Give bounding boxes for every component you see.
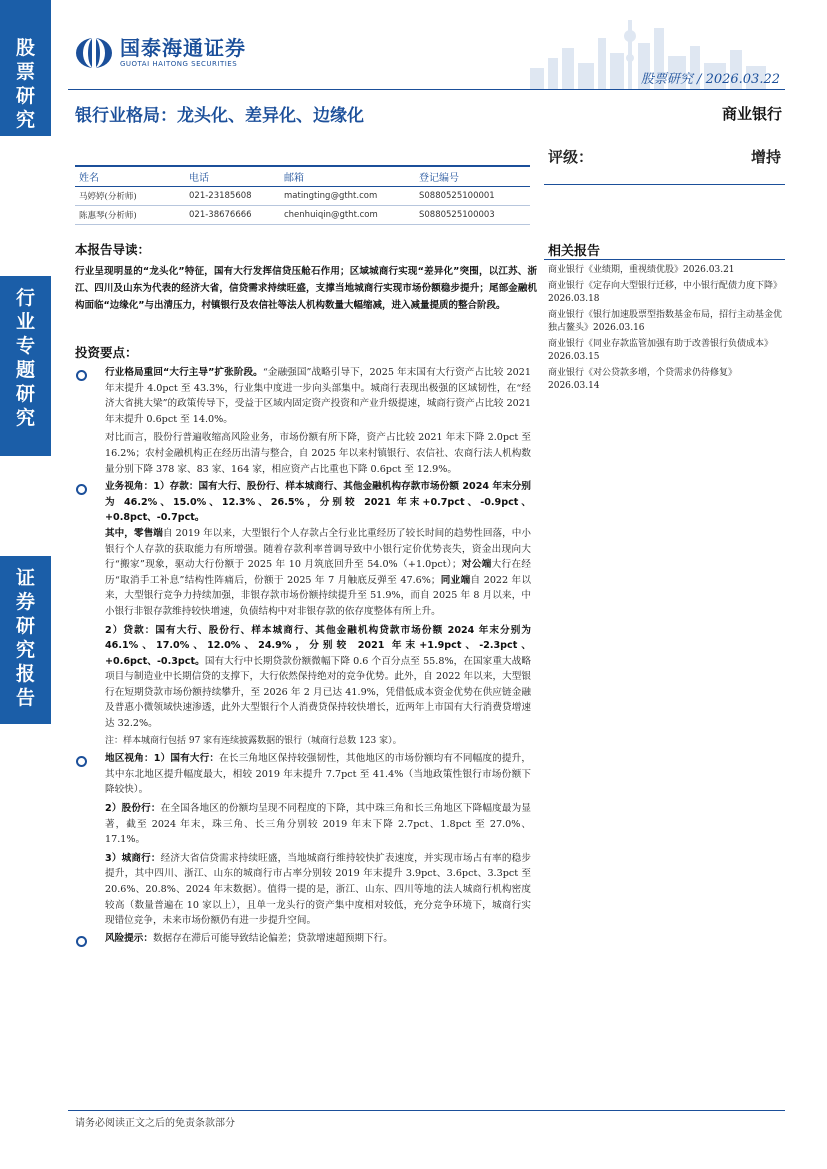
report-date: 2026.03.22 (705, 72, 780, 87)
analyst-name: 马婷婷(分析师) (75, 187, 185, 206)
rating-label: 评级： (548, 148, 594, 166)
company-logo (75, 37, 246, 69)
analyst-name: 陈惠琴(分析师) (75, 206, 185, 225)
col-phone: 电话 (185, 166, 280, 187)
point-note: 注：样本城商行包括 97 家有连续披露数据的银行（城商行总数 123 家）。 (105, 735, 402, 746)
col-email: 邮箱 (280, 166, 415, 187)
related-report-link[interactable]: 商业银行《定存向大型银行迁移，中小银行配债力度下降》2026.03.18 (548, 280, 783, 304)
point-risk: 风险提示：数据存在滞后可能导致结论偏差；贷款增速超预期下行。 (75, 931, 531, 947)
point-regional-big-banks: 地区视角：1）国有大行：在长三角地区保持较强韧性，其他地区的市场份额均有不同幅度的提升，其中东北地区提升幅度最大，相较 2019 年末提升 7.7pct 至 41.4%（当地政策性银行市场份额下降较快）。 (75, 751, 531, 798)
point-regional-city-banks: 3）城商行：经济大省信贷需求持续旺盛，当地城商行维持较快扩表速度，并实现市场占有率的稳步提升，其中四川、浙江、山东的城商行市占率分别较 2019 年末提升 3.9pct、3.6pct、3.3pct 至 20.6%、20.8%、2024 年末数据）。值得一提的是，浙江、山东、四川等地的法人城商行机构密度较高（数量普遍在 10 家以上），且单一龙头行的资产集中度相对较低，充分竞争环境下，城商行实现错位竞争，未来市场份额仍有进一步提升空间。 (105, 852, 531, 927)
report-type-date: 股票研究 / 2026.03.22 (640, 72, 780, 87)
table-row (75, 187, 530, 206)
point-industry-contrast: 对比而言，股份行普遍收缩高风险业务，市场份额有所下降，资产占比较 2021 年末下降 2.0pct 至 16.2%；农村金融机构正在经历出清与整合，自 2025 年以来村镇银行、农信社、农商行法人机构数量分别下降 378 家、83 家、164 家，相应资产占比重也下降 0.6pct 至 12.9%。 (105, 432, 531, 475)
rating-value: 增持 (750, 148, 781, 166)
analyst-phone: 021-23185608 (185, 187, 280, 206)
point-business-deposits: 业务视角：1）存款：国有大行、股份行、样本城商行、其他金融机构存款市场份额 2024 年末分别为 46.2%、15.0%、12.3%、26.5%，分别较 2021 年末+0.7pct、-0.9pct、+0.8pct、-0.7pct。 (75, 479, 531, 526)
related-report-link[interactable]: 商业银行《业绩期，重视绩优股》2026.03.21 (548, 265, 735, 275)
sidebar-text: 股票研究 (15, 37, 35, 131)
sidebar-text: 证券研究报告 (15, 567, 35, 709)
analyst-table-header (75, 166, 530, 187)
company-name-en: GUOTAI HAITONG SECURITIES (120, 60, 238, 68)
related-divider (544, 259, 785, 260)
point-loans: 2）贷款：国有大行、股份行、样本城商行、其他金融机构贷款市场份额 2024 年末分别为 46.1%、17.0%、12.0%、24.9%，分别较 2021 年末+1.9pct、-2.3pct、+0.6pct、-0.3pct。国有大行中长期贷款份额微幅下降 0.6 个百分点至 55.8%，在国家重大战略项目与制造业中长期信贷的支撑下，大行依然保持绝对的竞争优势。此外，自 2022 年以来，大型银行在短期贷款市场份额持续攀升，至 2026 年 2 月已达 41.9%，凭借低成本资金优势在供应链金融及普惠小微领域快速渗透，此外大型银行个人消费贷保持较快增长，近两年上市国有大行消费贷增速达 32.2%。 (105, 624, 531, 730)
footer-divider (68, 1110, 785, 1111)
company-name-cn: 国泰海通证券 (120, 36, 246, 60)
points-title: 投资要点： (75, 345, 138, 360)
logo-mark-icon (75, 37, 113, 69)
guide-body: 行业呈现明显的“龙头化”特征，国有大行发挥信贷压舱石作用；区域城商行实现“差异化”突围，以江苏、浙江、四川及山东为代表的经济大省，信贷需求持续旺盛，支撑当地城商行实现市场份额稳步提升；尾部金融机构面临“边缘化”与出清压力，村镇银行及农信社等法人机构数量大幅缩减，进入减量提质的整合阶段。 (75, 266, 537, 311)
related-report-link[interactable]: 商业银行《银行加速股票型指数基金布局，招行主动基金优独占鳌头》2026.03.16 (548, 309, 783, 333)
header-divider (68, 89, 785, 90)
report-title: 银行业格局：龙头化、差异化、边缘化 (75, 106, 364, 126)
analyst-phone: 021-38676666 (185, 206, 280, 225)
investment-points (75, 363, 531, 946)
sector-label: 商业银行 (721, 105, 782, 123)
analyst-email[interactable]: matingting@gtht.com (280, 187, 415, 206)
sidebar-block-industry-research (0, 276, 51, 456)
analyst-table (75, 165, 530, 225)
col-name: 姓名 (75, 166, 185, 187)
point-regional-joint-stock: 2）股份行：在全国各地区的份额均呈现不同程度的下降，其中珠三角和长三角地区下降幅度最为显著，截至 2024 年末，珠三角、长三角分别较 2019 年末下降 2.7pct、1.8pct 至 27.0%、17.1%。 (105, 803, 531, 846)
guide-title: 本报告导读： (75, 242, 151, 257)
sidebar-text: 行业专题研究 (15, 287, 35, 429)
related-reports-list (548, 264, 788, 396)
col-reg: 登记编号 (415, 166, 530, 187)
analyst-reg: S0880525100001 (415, 187, 530, 206)
report-type: 股票研究 (640, 72, 693, 87)
sidebar-block-securities-report (0, 556, 51, 724)
related-report-link[interactable]: 商业银行《对公贷款多增，个贷需求仍待修复》2026.03.14 (548, 367, 738, 391)
point-industry-structure: 行业格局重回“大行主导”扩张阶段。“金融强国”战略引导下，2025 年末国有大行资产占比较 2021 年末提升 4.0pct 至 43.3%，行业集中度进一步向头部集中。城商行表现出极强的区域韧性，在“经济大省挑大梁”的政策传导下，受益于区域内固定资产投资和产业升级提速，城商行资产占比较 2021 年末提升 0.6pct 至 14.0%。 (75, 365, 531, 427)
analyst-email[interactable]: chenhuiqin@gtht.com (280, 206, 415, 225)
related-report-link[interactable]: 商业银行《同业存款监管加强有助于改善银行负债成本》2026.03.15 (548, 338, 774, 362)
rating-divider (544, 184, 785, 185)
analyst-reg: S0880525100003 (415, 206, 530, 225)
disclaimer-footer[interactable]: 请务必阅读正文之后的免责条款部分 (75, 1118, 235, 1129)
table-row (75, 206, 530, 225)
sidebar-block-stock-research (0, 0, 51, 136)
related-reports-title: 相关报告 (548, 244, 601, 259)
point-deposit-detail: 其中，零售端自 2019 年以来，大型银行个人存款占全行业比重经历了较长时间的趋势性回落，中小银行个人存款的获取能力有所增强。随着存款利率普调导致中小银行定价优势丧失，资金出现向大行“搬家”现象，驱动大行份额于 2025 年 10 月筑底回升至 54.0%（+1.0pct）；对公端大行在经历“取消手工补息”结构性阵痛后，份额于 2025 年 7 月触底反弹至 47.6%；同业端自 2022 年以来，大型银行竞争力持续加强，非银存款市场份额持续提升至 51.9%，而自 2025 年 8 月以来，中小银行非银存款维持较快增速，负债结构中对非银存款的依存度整体有所上升。 (105, 527, 532, 617)
